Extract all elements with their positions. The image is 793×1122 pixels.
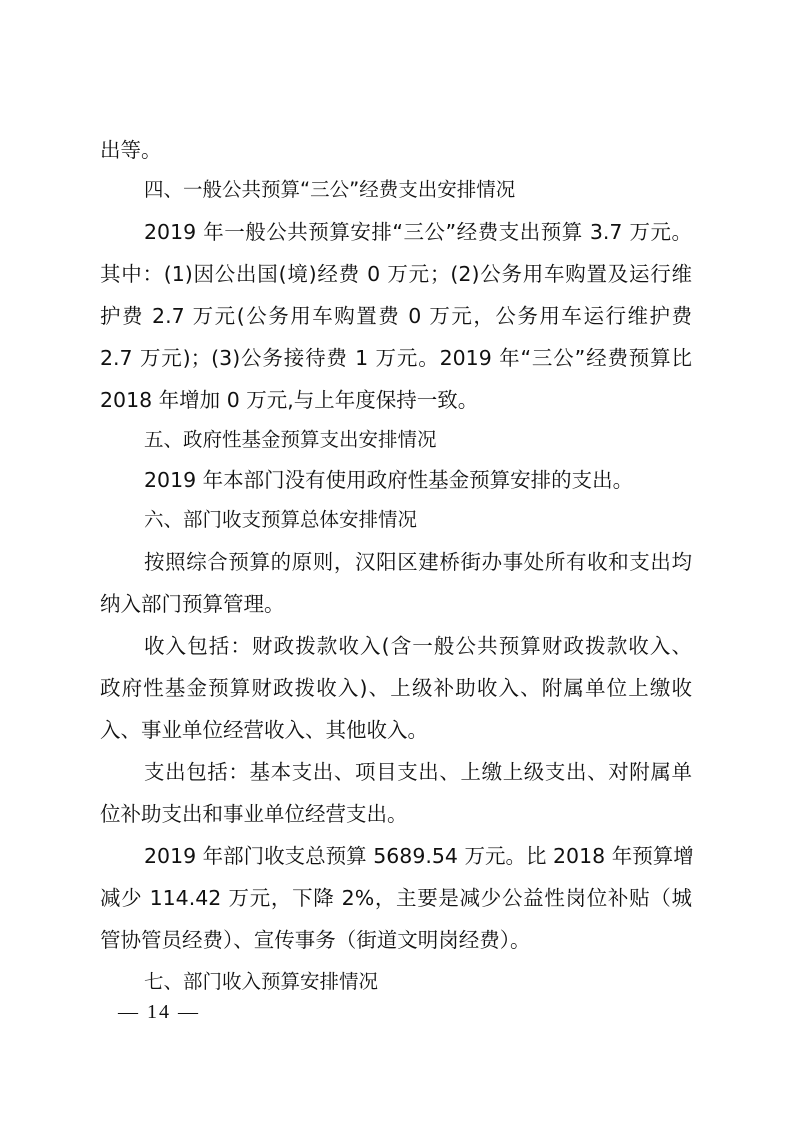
text-line: 护费 2.7 万元(公务用车购置费 0 万元，公务用车运行维护费 [100, 304, 692, 328]
text-line: 减少 114.42 万元，下降 2%，主要是减少公益性岗位补贴（城 [100, 886, 692, 910]
page-number: — 14 — [118, 1001, 200, 1023]
text-line: 收入包括：财政拨款收入(含一般公共预算财政拨款收入、 [144, 634, 692, 658]
text-line: 入、事业单位经营收入、其他收入。 [100, 718, 428, 742]
text-line: 支出包括：基本支出、项目支出、上缴上级支出、对附属单 [144, 760, 692, 784]
text-line: 按照综合预算的原则，汉阳区建桥街办事处所有收和支出均 [144, 550, 692, 574]
text-line: 政府性基金预算财政拨收入)、上级补助收入、附属单位上缴收 [100, 676, 692, 700]
text-line: 纳入部门预算管理。 [100, 592, 285, 616]
text-line: 2018 年增加 0 万元,与上年度保持一致。 [100, 388, 479, 412]
section-heading-six: 六、部门收支预算总体安排情况 [144, 508, 418, 531]
text-line: 2.7 万元)；(3)公务接待费 1 万元。2019 年“三公”经费预算比 [100, 346, 692, 370]
text-line: 管协管员经费）、宣传事务（街道文明岗经费）。 [100, 928, 531, 952]
text-line: 2019 年一般公共预算安排“三公”经费支出预算 3.7 万元。 [144, 220, 692, 244]
section-heading-five: 五、政府性基金预算支出安排情况 [144, 428, 437, 451]
text-line: 位补助支出和事业单位经营支出。 [100, 802, 408, 826]
text-line: 2019 年部门收支总预算 5689.54 万元。比 2018 年预算增 [144, 844, 694, 868]
section-heading-four: 四、一般公共预算“三公”经费支出安排情况 [144, 178, 516, 201]
text-line: 出等。 [100, 138, 162, 162]
text-line: 其中：(1)因公出国(境)经费 0 万元；(2)公务用车购置及运行维 [100, 262, 692, 286]
section-heading-seven: 七、部门收入预算安排情况 [144, 970, 379, 993]
text-line: 2019 年本部门没有使用政府性基金预算安排的支出。 [144, 468, 634, 492]
